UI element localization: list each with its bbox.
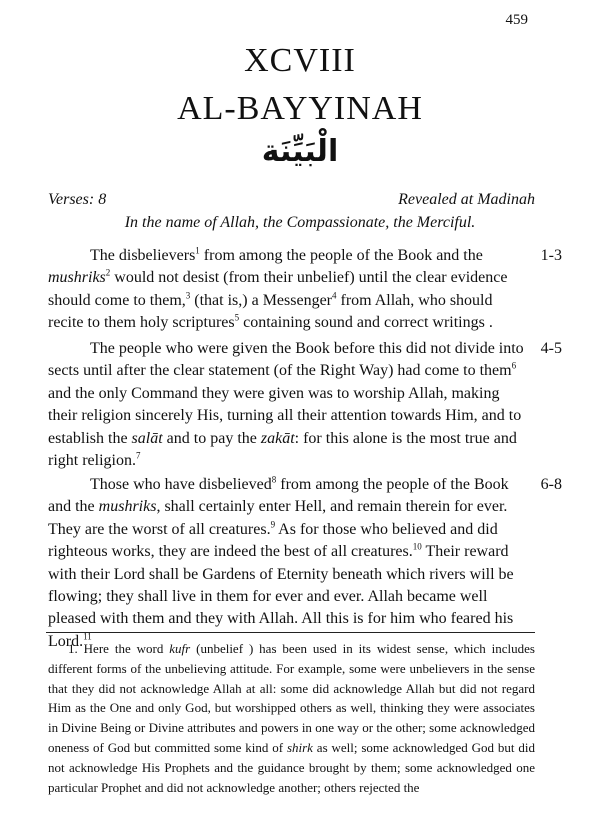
passage-3 xyxy=(48,474,562,653)
verse-range: 4-5 xyxy=(540,340,562,357)
page-number: 459 xyxy=(505,12,528,28)
surah-name: AL-BAYYINAH xyxy=(177,90,423,127)
footnote-ref: 3 xyxy=(185,290,191,301)
footnote-ref: 10 xyxy=(412,541,422,552)
footnote-ref: 9 xyxy=(270,519,276,530)
verse-range: 6-8 xyxy=(540,476,562,493)
surah-number: XCVIII xyxy=(244,42,356,79)
revelation-place: Revealed at Madinah xyxy=(398,191,535,208)
meta-row xyxy=(48,191,535,209)
footnote-ref: 7 xyxy=(135,450,141,461)
arabic-title: الْبَيِّنَة xyxy=(261,134,339,169)
footnote-divider xyxy=(46,632,535,633)
passage-text: The people who were given the Book before this did not divide into sects until after the clear statement (of the Right Way) had come to them$^6$ and the only Command they were given was to worship Allah, making their religion sincerely His, turning all their attention towards Him, and to establish the salāt and to pay the zakāt: for this alone is the most true and right religion.$^7$ xyxy=(48,340,524,470)
footnote-text: 1. Here the word kufr (unbelief ) has been used in its widest sense, which includes different forms of the unbelieving attitude. For example, some were unbelievers in the sense that they did not acknowledge Allah at all: some did acknowledge Allah but did not regard Him as the One and only God, but worshipped others as well, thinking they were associates in Divine Being or Divine attributes and powers in one way or the other; some acknowledged oneness of God but committed some kind of shirk as well; some acknowledged God but did not acknowledge His Prophets and the guidance brought by them; some acknowledged one particular Prophet and did not acknowledge another; others rejected the xyxy=(48,641,535,795)
verse-range: 1-3 xyxy=(540,247,562,264)
passage-text: The disbelievers$^1$ from among the people of the Book and the mushriks$^2$ would not desist (from their unbelief) until the clear evidence should come to them,$^3$ (that is,) a Messenger$^4$ from Allah, who should recite to them holy scriptures$^5$ containing sound and correct writings . xyxy=(48,245,508,332)
footnote xyxy=(48,639,535,797)
invocation: In the name of Allah, the Compassionate, the Merciful. xyxy=(124,214,476,231)
footnote-ref: 6 xyxy=(511,361,517,372)
footnote-ref: 4 xyxy=(332,290,337,301)
footnote-ref: 5 xyxy=(234,312,240,323)
verse-count: Verses: 8 xyxy=(48,191,107,208)
passage-text: Those who have disbelieved$^8$ from among the people of the Book and the mushriks, shall certainly enter Hell, and remain therein for ever. They are the worst of all creatures.$^9$ As for those who believed and did righteous works, they are indeed the best of all creatures.$^{10}$ Their reward with their Lord shall be Gardens of Eternity beneath which rivers will be flowing; they shall live in them for ever and ever. Allah became well pleased with them and they with Allah. All this is for him who feared his Lord.$^{11}$ xyxy=(48,474,514,650)
footnote-ref: 11 xyxy=(83,631,92,642)
footnote-ref: 8 xyxy=(271,474,277,485)
footnote-ref: 1 xyxy=(195,245,200,256)
passage-2 xyxy=(48,338,562,472)
footnote-ref: 2 xyxy=(105,268,111,279)
passage-1 xyxy=(48,245,562,335)
